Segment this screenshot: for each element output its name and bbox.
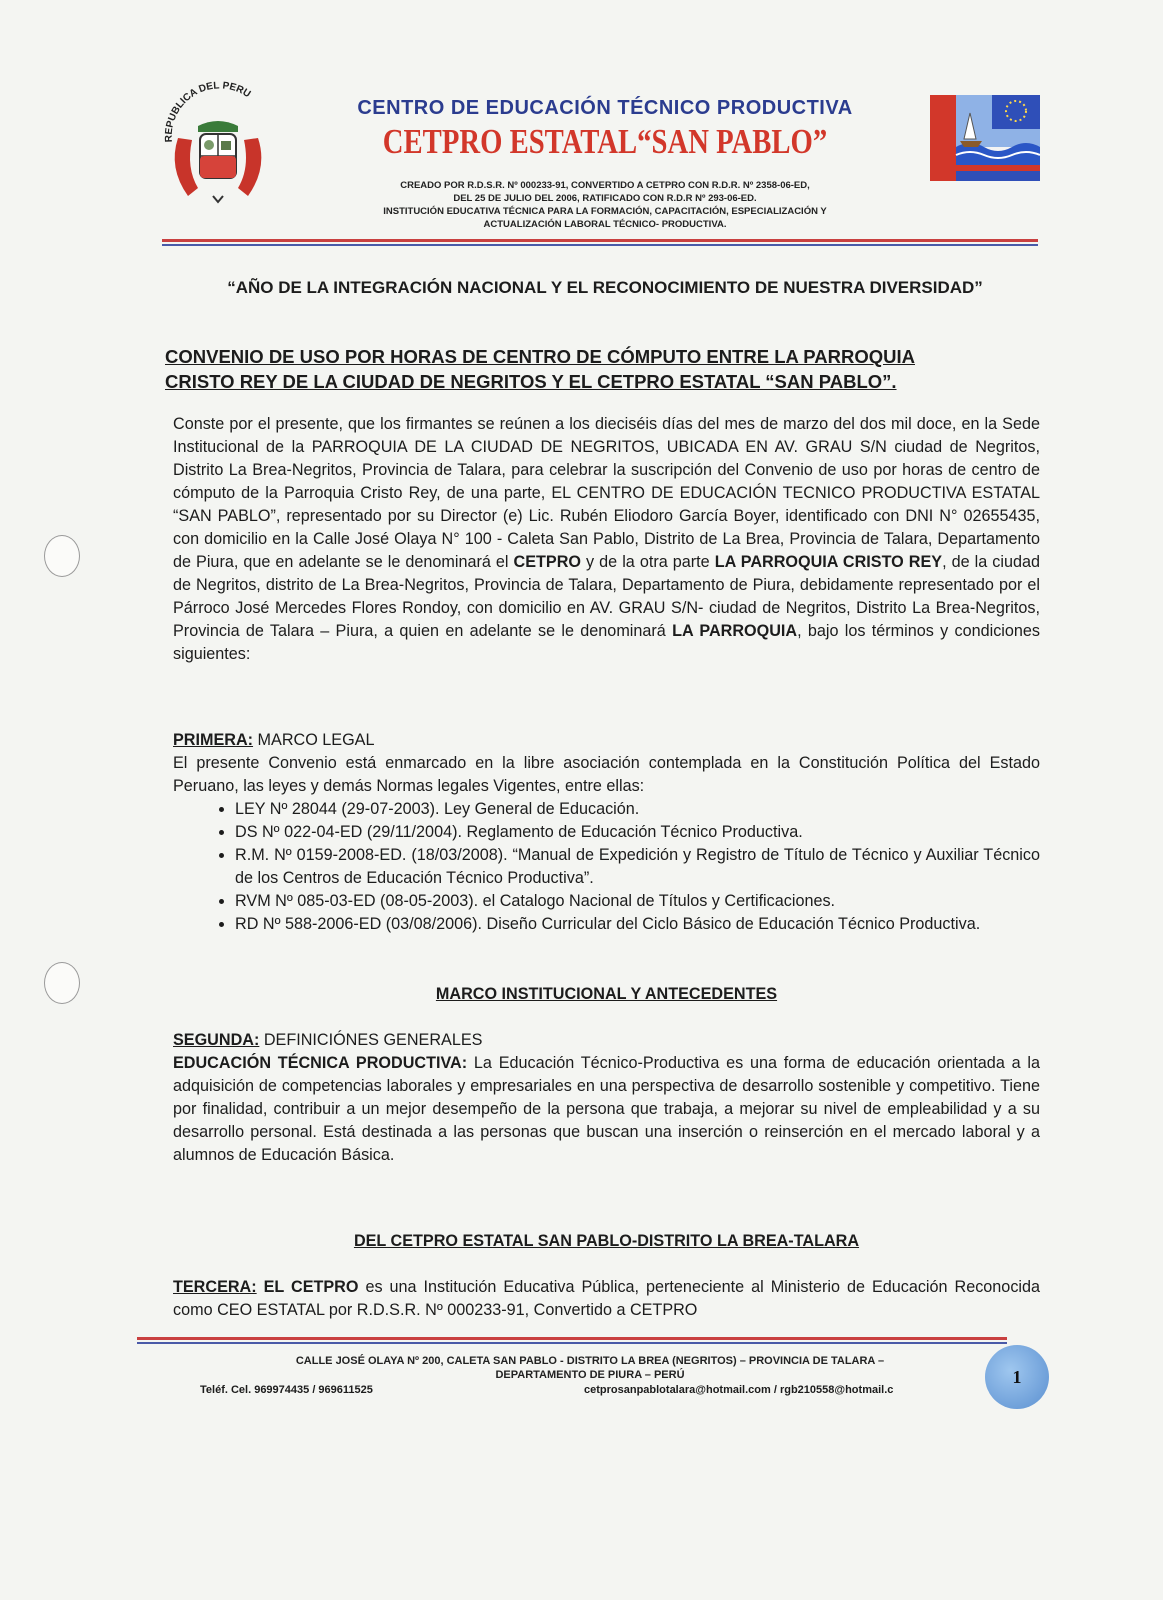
header-line-2: CETPRO ESTATAL“SAN PABLO” [382, 122, 828, 161]
binder-hole [44, 535, 80, 577]
header-small-2: DEL 25 DE JULIO DEL 2006, RATIFICADO CON R.D.R Nº 293-06-ED. [453, 193, 757, 204]
footer-email: cetprosanpablotalara@hotmail.com / rgb210558@hotmail.c [584, 1384, 894, 1396]
cetpro-emblem-icon [930, 95, 1040, 181]
agreement-title [165, 344, 1045, 394]
page-number: 1 [985, 1345, 1049, 1409]
binder-hole [44, 962, 80, 1004]
seal-text: REPUBLICA DEL PERU [163, 80, 253, 143]
segunda-title: DEFINICIÓNES GENERALES [259, 1031, 483, 1049]
footer-address-1: CALLE JOSÉ OLAYA Nº 200, CALETA SAN PABLO - DISTRITO LA BREA (NEGRITOS) – PROVINCIA DE TALARA – [295, 1355, 885, 1367]
tercera-label: TERCERA: [173, 1278, 257, 1296]
header-small-1: CREADO POR R.D.S.R. Nº 000233-91, CONVERTIDO A CETPRO CON R.D.R. Nº 2358-06-ED, [400, 180, 810, 191]
segunda-text: La Educación Técnico-Productiva es una forma de educación orientada a la adquisición de competencias laborales y empresariales en una perspectiva de desarrollo sostenible y competitivo. Tiene por finalidad, contribuir a un mejor desempeño de la persona que trabaja, a mejorar su nivel de empleabilidad y a su desarrollo personal. Está destinada a las personas que buscan una inserción o reinserción en el mercado laboral y a alumnos de Educación Básica. [173, 1054, 1040, 1164]
primera-text: El presente Convenio está enmarcado en la libre asociación contemplada en la Constitución Política del Estado Peruano, las leyes y demás Normas legales Vigentes, entre ellas: [173, 754, 1040, 795]
agreement-title-line-1: CONVENIO DE USO POR HORAS DE CENTRO DE CÓMPUTO ENTRE LA PARROQUIA [165, 346, 915, 367]
list-item: • RVM Nº 085-03-ED (08-05-2003). el Catalogo Nacional de Títulos y Certificaciones. [235, 890, 1040, 913]
footer-rule-red [137, 1337, 1007, 1340]
list-item: • R.M. Nº 0159-2008-ED. (18/03/2008). “Manual de Expedición y Registro de Título de Técnico y Auxiliar Técnico de los Centros de Educación Técnico Productiva”. [235, 844, 1040, 890]
cetpro-heading: DEL CETPRO ESTATAL SAN PABLO-DISTRITO LA BREA-TALARA [353, 1232, 860, 1250]
marco-heading: MARCO INSTITUCIONAL Y ANTECEDENTES [435, 985, 778, 1003]
year-title: “AÑO DE LA INTEGRACIÓN NACIONAL Y EL RECONOCIMIENTO DE NUESTRA DIVERSIDAD” [227, 278, 983, 297]
segunda-label: SEGUNDA: [173, 1031, 260, 1049]
intro-paragraph: Conste por el presente, que los firmantes se reúnen a los dieciséis días del mes de marzo del dos mil doce, en la Sede Institucional de la PARROQUIA DE LA CIUDAD DE NEGRITOS, UBICADA EN AV. GRAU S/N ciudad de Negritos, Distrito La Brea-Negritos, Provincia de Talara, para celebrar la suscripción del Convenio de uso por horas de centro de cómputo de la Parroquia Cristo Rey, de una parte, EL CENTRO DE EDUCACIÓN TECNICO PRODUCTIVA ESTATAL “SAN PABLO”, representado por su Director (e) Lic. Rubén Eliodoro García Boyer, identificado con DNI N° 02655435, con domicilio en la Calle José Olaya N° 100 - Caleta San Pablo, Distrito de La Brea, Provincia de Talara, Departamento de Piura, que en adelante se le denominará el CETPRO y de la otra parte LA PARROQUIA CRISTO REY, de la ciudad de Negritos, distrito de La Brea-Negritos, Provincia de Talara, Departamento de Piura, debidamente representado por el Párroco José Mercedes Flores Rondoy, con domicilio en AV. GRAU S/N- ciudad de Negritos, Distrito La Brea-Negritos, Provincia de Talara – Piura, a quien en adelante se le denominará LA PARROQUIA, bajo los términos y condiciones siguientes: [173, 415, 1041, 663]
list-item: • RD Nº 588-2006-ED (03/08/2006). Diseño Curricular del Ciclo Básico de Educación Técnico Productiva. [235, 913, 1040, 936]
footer-rule-blue [137, 1342, 1007, 1344]
list-item: • DS Nº 022-04-ED (29/11/2004). Reglamento de Educación Técnico Productiva. [235, 821, 1040, 844]
primera-label: PRIMERA: [173, 731, 254, 749]
peru-coat-of-arms-icon [158, 78, 278, 214]
primera-title: MARCO LEGAL [253, 731, 375, 749]
header-small-4: ACTUALIZACIÓN LABORAL TÉCNICO- PRODUCTIVA. [483, 219, 727, 230]
header-line-1: CENTRO DE EDUCACIÓN TÉCNICO PRODUCTIVA [357, 97, 853, 119]
header-rule-red [162, 239, 1038, 242]
section-tercera [173, 1276, 1040, 1322]
list-item: • LEY Nº 28044 (29-07-2003). Ley General de Educación. [235, 798, 1040, 821]
agreement-title-line-2: CRISTO REY DE LA CIUDAD DE NEGRITOS Y EL CETPRO ESTATAL “SAN PABLO”. [165, 371, 897, 392]
segunda-term: EDUCACIÓN TÉCNICA PRODUCTIVA: [173, 1054, 468, 1072]
header-rule-blue [162, 244, 1038, 246]
footer-phone: Teléf. Cel. 969974435 / 969611525 [200, 1384, 373, 1396]
tercera-text: es una Institución Educativa Pública, perteneciente al Ministerio de Educación Reconocida como CEO ESTATAL por R.D.S.R. Nº 000233-91, Convertido a CETPRO [173, 1278, 1041, 1319]
section-primera [173, 729, 1040, 936]
tercera-term: EL CETPRO [256, 1278, 359, 1296]
footer-address-2: DEPARTAMENTO DE PIURA – PERÚ [495, 1369, 685, 1381]
legal-list [173, 798, 1040, 936]
section-segunda [173, 1029, 1040, 1167]
header-small-3: INSTITUCIÓN EDUCATIVA TÉCNICA PARA LA FORMACIÓN, CAPACITACIÓN, ESPECIALIZACIÓN Y [383, 206, 827, 217]
